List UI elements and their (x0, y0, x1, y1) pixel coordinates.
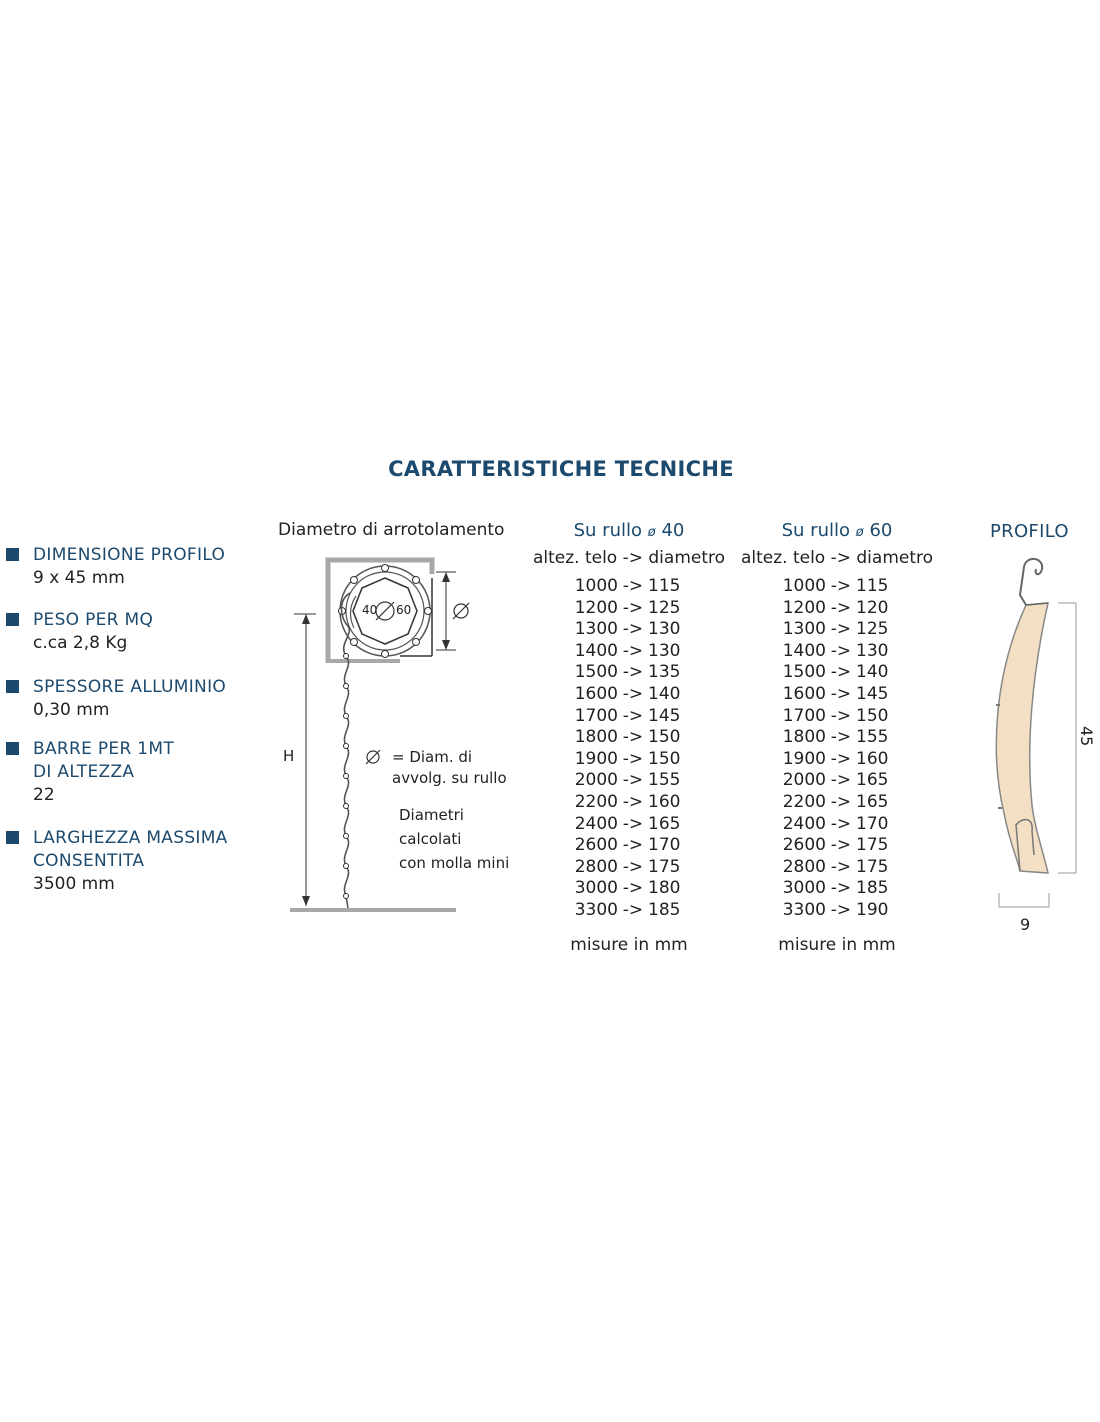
table-row (524, 576, 734, 598)
table-row (732, 619, 942, 641)
diameter-value: 155 (648, 770, 681, 791)
table-row (524, 835, 734, 857)
page-title: CARATTERISTICHE TECNICHE (388, 457, 734, 481)
table-row (524, 662, 734, 684)
table-row (524, 619, 734, 641)
bullet-square-icon (6, 680, 19, 693)
arrow: -> (622, 597, 644, 618)
diam-note-line1: = Diam. di (392, 748, 473, 766)
calc-note-line2: calcolati (399, 830, 462, 848)
diameter-value: 175 (856, 835, 889, 856)
arrow: -> (622, 576, 644, 596)
diameter-value: 120 (856, 597, 889, 618)
spec-label: LARGHEZZA MASSIMA (33, 828, 228, 848)
height-value: 3000 (782, 878, 826, 899)
spec-label: SPESSORE ALLUMINIO (33, 677, 227, 697)
height-value: 2400 (782, 813, 826, 834)
spec-value: 9 x 45 mm (33, 568, 125, 588)
arrow: -> (830, 597, 852, 618)
table-row (732, 598, 942, 620)
arrow: -> (830, 662, 852, 683)
table-row (732, 878, 942, 900)
diameter-phi: ø (855, 525, 864, 540)
diameter-value: 160 (648, 791, 681, 812)
height-value: 2800 (782, 856, 826, 877)
spec-list (6, 544, 276, 896)
calc-note-line3: con molla mini (399, 854, 510, 872)
diameter-phi: ø (647, 525, 656, 540)
arrow: -> (622, 899, 644, 920)
height-value: 2400 (574, 813, 618, 834)
diameter-value: 175 (648, 856, 681, 877)
arrow: -> (830, 748, 852, 769)
height-value: 1900 (574, 748, 618, 769)
diagram-title: Diametro di arrotolamento (278, 520, 505, 540)
diameter-value: 165 (856, 770, 889, 791)
spec-value: 22 (33, 785, 55, 805)
height-value: 2000 (574, 770, 618, 791)
height-value: 1700 (782, 705, 826, 726)
diam-note-line2: avvolg. su rullo (392, 769, 507, 787)
height-value: 2600 (782, 835, 826, 856)
diameter-value: 160 (856, 748, 889, 769)
arrow: -> (830, 705, 852, 726)
roll-size: 40 (661, 520, 685, 541)
spec-item (6, 609, 276, 655)
arrow: -> (622, 683, 644, 704)
table-row (732, 727, 942, 749)
spec-label: CONSENTITA (33, 851, 145, 871)
arrow: -> (622, 878, 644, 899)
table-row (524, 706, 734, 728)
spec-item (6, 827, 276, 896)
diameter-value: 165 (856, 791, 889, 812)
height-value: 2600 (574, 835, 618, 856)
table-row (732, 706, 942, 728)
height-value: 1700 (574, 705, 618, 726)
bullet-square-icon (6, 548, 19, 561)
diameter-symbol-icon (453, 603, 469, 619)
table-row (524, 814, 734, 836)
height-value: 1800 (782, 727, 826, 748)
table-row (732, 857, 942, 879)
arrow: -> (830, 791, 852, 812)
diameter-value: 140 (856, 662, 889, 683)
arrow: -> (622, 835, 644, 856)
height-value: 1500 (782, 662, 826, 683)
spec-value: 3500 mm (33, 874, 115, 894)
table-row (732, 835, 942, 857)
table-row (732, 900, 942, 922)
arrow: -> (830, 856, 852, 877)
diameter-value: 185 (648, 899, 681, 920)
arrow: -> (622, 705, 644, 726)
roll-40-label: 40 (362, 603, 378, 617)
diameter-value: 130 (856, 640, 889, 661)
diameter-value: 175 (856, 856, 889, 877)
spec-label: PESO PER MQ (33, 610, 154, 630)
diameter-table-roll-40 (524, 518, 734, 955)
table-row (524, 878, 734, 900)
arrow: -> (622, 856, 644, 877)
diameter-value: 180 (648, 878, 681, 899)
height-value: 1400 (782, 640, 826, 661)
diameter-value: 135 (648, 662, 681, 683)
diameter-value: 115 (648, 576, 681, 596)
arrow: -> (830, 727, 852, 748)
diameter-value: 145 (856, 683, 889, 704)
height-value: 1200 (782, 597, 826, 618)
diameter-value: 130 (648, 640, 681, 661)
profile-hook (1020, 559, 1042, 605)
bullet-square-icon (6, 831, 19, 844)
diameter-value: 155 (856, 727, 889, 748)
table-row (524, 749, 734, 771)
curtain-slats (342, 593, 351, 908)
spec-item (6, 544, 276, 590)
diameter-value: 150 (856, 705, 889, 726)
table-rows (732, 576, 942, 922)
table-foot: misure in mm (778, 934, 896, 955)
arrow: -> (622, 791, 644, 812)
diameter-symbol-icon (366, 750, 380, 764)
height-value: 1600 (782, 683, 826, 704)
table-row (732, 749, 942, 771)
spec-value: c.ca 2,8 Kg (33, 633, 128, 653)
spec-item (6, 738, 276, 807)
height-value: 1800 (574, 727, 618, 748)
height-value: 3300 (782, 899, 826, 920)
table-row (524, 598, 734, 620)
table-subhead: altez. telo -> diametro (532, 548, 726, 568)
height-value: 1500 (574, 662, 618, 683)
height-value: 2000 (782, 770, 826, 791)
table-row (524, 770, 734, 792)
arrow: -> (622, 813, 644, 834)
arrow: -> (830, 770, 852, 791)
diameter-value: 145 (648, 705, 681, 726)
diameter-value: 190 (856, 899, 889, 920)
height-value: 1900 (782, 748, 826, 769)
table-row (732, 576, 942, 598)
table-row (732, 641, 942, 663)
table-row (732, 770, 942, 792)
table-row (524, 857, 734, 879)
table-head (732, 518, 942, 544)
winding-diagram (270, 518, 530, 928)
arrow: -> (622, 619, 644, 640)
table-row (524, 684, 734, 706)
arrow: -> (622, 748, 644, 769)
arrow: -> (830, 640, 852, 661)
table-head-label: Su rullo (573, 520, 643, 541)
table-row (524, 641, 734, 663)
height-value: 1600 (574, 683, 618, 704)
spec-value: 0,30 mm (33, 700, 110, 720)
diameter-value: 125 (856, 619, 889, 640)
height-value: 3300 (574, 899, 618, 920)
spec-label: DIMENSIONE PROFILO (33, 545, 226, 565)
profile-title: PROFILO (990, 521, 1069, 542)
spec-label: BARRE PER 1MT (33, 739, 175, 759)
bullet-square-icon (6, 613, 19, 626)
arrow: -> (622, 640, 644, 661)
profile-body (996, 603, 1048, 873)
diameter-value: 170 (856, 813, 889, 834)
arrow: -> (622, 770, 644, 791)
arrow: -> (622, 727, 644, 748)
height-value: 2200 (574, 791, 618, 812)
height-value: 1300 (574, 619, 618, 640)
arrow: -> (830, 878, 852, 899)
spec-label: DI ALTEZZA (33, 762, 135, 782)
table-row (732, 662, 942, 684)
table-rows (524, 576, 734, 922)
diameter-value: 150 (648, 748, 681, 769)
table-row (524, 792, 734, 814)
diameter-value: 165 (648, 813, 681, 834)
diameter-value: 150 (648, 727, 681, 748)
height-value: 1200 (574, 597, 618, 618)
profile-height-dimension: 45 (1077, 726, 1096, 747)
height-value: 1300 (782, 619, 826, 640)
table-row (732, 684, 942, 706)
table-row (524, 727, 734, 749)
height-value: 1400 (574, 640, 618, 661)
height-label: H (283, 747, 295, 765)
bullet-square-icon (6, 742, 19, 755)
arrow: -> (830, 899, 852, 920)
arrow: -> (830, 619, 852, 640)
roll-size: 60 (869, 520, 893, 541)
arrow: -> (830, 683, 852, 704)
height-value: 1000 (574, 576, 618, 596)
profile-width-dimension: 9 (1020, 915, 1031, 934)
arrow: -> (830, 835, 852, 856)
arrow: -> (830, 813, 852, 834)
table-row (732, 792, 942, 814)
table-head (524, 518, 734, 544)
diameter-value: 140 (648, 683, 681, 704)
diameter-value: 130 (648, 619, 681, 640)
arrow: -> (622, 662, 644, 683)
table-row (732, 814, 942, 836)
table-head-label: Su rullo (781, 520, 851, 541)
calc-note-line1: Diametri (399, 806, 464, 824)
roll-60-label: 60 (396, 603, 412, 617)
arrow: -> (830, 576, 852, 596)
table-foot: misure in mm (570, 934, 688, 955)
height-value: 3000 (574, 878, 618, 899)
diameter-value: 170 (648, 835, 681, 856)
diameter-value: 185 (856, 878, 889, 899)
table-row (524, 900, 734, 922)
diameter-value: 125 (648, 597, 681, 618)
diameter-table-roll-60 (732, 518, 942, 955)
height-value: 1000 (782, 576, 826, 596)
height-value: 2800 (574, 856, 618, 877)
spec-item (6, 676, 276, 722)
diameter-value: 115 (856, 576, 889, 596)
height-value: 2200 (782, 791, 826, 812)
table-subhead: altez. telo -> diametro (740, 548, 934, 568)
